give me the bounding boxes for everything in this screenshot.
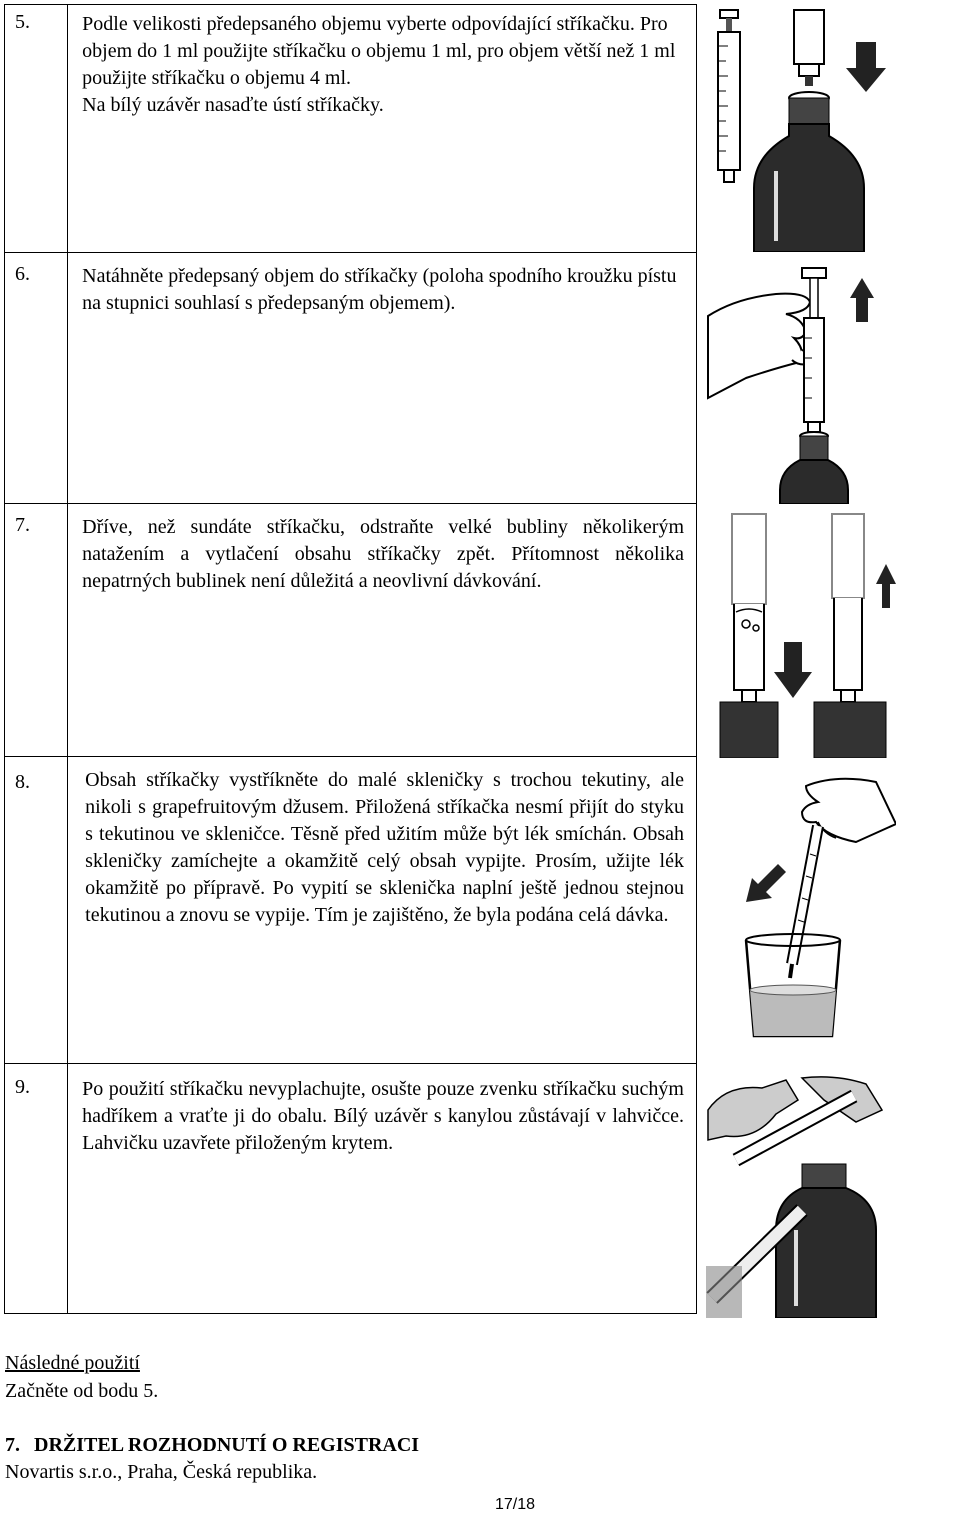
- hand-syringe-into-glass-illustration: [706, 764, 896, 1054]
- page-number: 17/18: [495, 1496, 536, 1513]
- subsequent-use-heading: Následné použití: [5, 1352, 140, 1374]
- step-number: 8.: [5, 757, 68, 1064]
- step-number: 7.: [5, 504, 68, 757]
- subsequent-use-text: Začněte od bodu 5.: [5, 1380, 159, 1402]
- step-row-8: [5, 757, 697, 1064]
- syringe-wiping-illustration: [706, 1070, 896, 1318]
- marketing-holder: Novartis s.r.o., Praha, Česká republika.: [5, 1461, 318, 1483]
- step-text: [68, 5, 697, 253]
- step-number: 6.: [5, 253, 68, 504]
- section-number: 7.: [5, 1434, 20, 1456]
- syringe-onto-bottle-illustration: [706, 6, 896, 252]
- step-text: Po použití stříkačku nevyplachujte, osušte pouze zvenku stříkačku suchým hadříkem a vraťte ji do obalu. Bílý uzávěr s kanylou zůstávají v lahvičce. Lahvičku uzavřete přiloženým krytem.: [68, 1064, 697, 1314]
- step-row-9: [5, 1064, 697, 1314]
- step-row-5: [5, 5, 697, 253]
- syringe-bubble-removal-illustration: [706, 512, 896, 758]
- step-text: Natáhněte předepsaný objem do stříkačky (poloha spodního kroužku pístu na stupnici souhlasí s předepsaným objemem).: [68, 253, 697, 504]
- step-text-main: Podle velikosti předepsaného objemu vyberte odpovídající stříkačku. Pro objem do 1 ml použijte stříkačku o objemu 1 ml, pro objem větší než 1 ml použijte stříkačku o objemu 4 ml.: [82, 13, 676, 89]
- step-number: 5.: [5, 5, 68, 253]
- section-heading: [5, 1434, 419, 1457]
- step-text-secondary: Na bílý uzávěr nasaďte ústí stříkačky.: [82, 94, 384, 116]
- section-title: DRŽITEL ROZHODNUTÍ O REGISTRACI: [34, 1434, 420, 1456]
- hand-drawing-syringe-illustration: [706, 258, 896, 504]
- step-text: Obsah stříkačky vystříkněte do malé skleničky s trochou tekutiny, ale nikoli s grapefruitovým džusem. Přiložená stříkačka nesmí přijít do styku s tekutinou ve skleničce. Těsně před užitím může být lék smíchán. Obsah skleničky zamíchejte a okamžitě celý obsah vypijte. Prosím, užijte lék okamžitě po přípravě. Po vypití se sklenička naplní ještě jednou stejnou tekutinou a znovu se vypije. Tím je zajištěno, že byla podána celá dávka.: [68, 757, 697, 1064]
- step-text: Dříve, než sundáte stříkačku, odstraňte velké bubliny několikerým natažením a vytlačení obsahu stříkačky zpět. Přítomnost několika nepatrných bublinek není důležitá a neovlivní dávkování.: [68, 504, 697, 757]
- step-number: 9.: [5, 1064, 68, 1314]
- step-row-6: [5, 253, 697, 504]
- step-row-7: [5, 504, 697, 757]
- instructions-table: [4, 4, 697, 1314]
